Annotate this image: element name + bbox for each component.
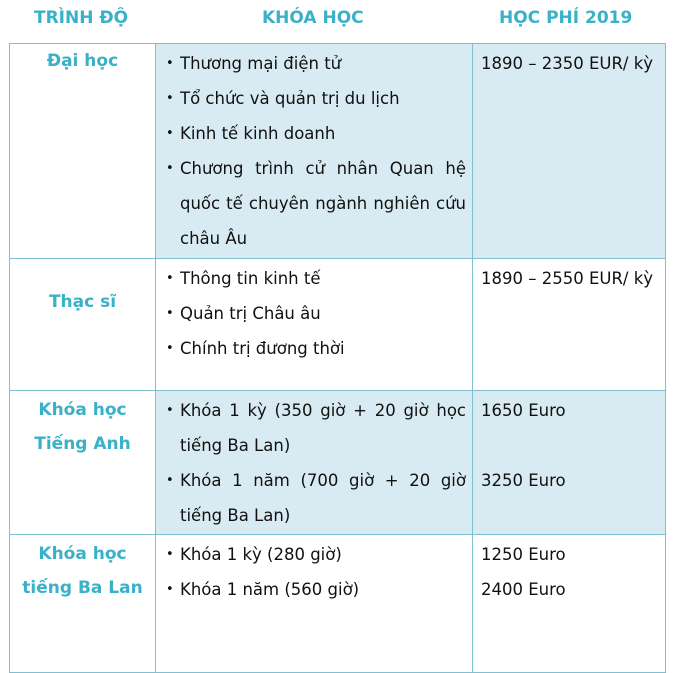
level-label: Khóa học bbox=[38, 400, 127, 420]
course-item: • Khóa 1 kỳ (280 giờ) bbox=[164, 537, 466, 572]
course-list bbox=[156, 44, 472, 256]
level-cell bbox=[10, 535, 156, 673]
course-item: • Thương mại điện tử bbox=[164, 46, 466, 81]
course-item: • Quản trị Châu âu bbox=[164, 296, 466, 331]
course-cell bbox=[156, 391, 473, 535]
course-list bbox=[156, 535, 472, 607]
fee-value: 3250 Euro bbox=[481, 471, 566, 490]
course-item: • Kinh tế kinh doanh bbox=[164, 116, 466, 151]
fee-value: 1890 – 2550 EUR/ kỳ bbox=[481, 269, 654, 288]
level-label: Khóa học bbox=[38, 544, 127, 564]
fee-value: 2400 Euro bbox=[481, 580, 566, 599]
header-course: KHÓA HỌC bbox=[262, 8, 364, 28]
table-row bbox=[10, 44, 666, 259]
table-row bbox=[10, 259, 666, 391]
course-cell bbox=[156, 535, 473, 673]
level-cell bbox=[10, 44, 156, 259]
course-cell bbox=[156, 259, 473, 391]
level-label: Đại học bbox=[46, 51, 119, 71]
table-row bbox=[10, 391, 666, 535]
course-item: • Khóa 1 năm (560 giờ) bbox=[164, 572, 466, 607]
course-item: • Chương trình cử nhân Quan hệ quốc tế chuyên ngành nghiên cứu châu Âu bbox=[164, 151, 466, 256]
level-label: Tiếng Anh bbox=[34, 434, 131, 454]
fee-value: 1650 Euro bbox=[481, 401, 566, 420]
fee-cell bbox=[473, 391, 666, 535]
course-cell bbox=[156, 44, 473, 259]
course-item: • Tổ chức và quản trị du lịch bbox=[164, 81, 466, 116]
fee-cell bbox=[473, 44, 666, 259]
fee-cell bbox=[473, 535, 666, 673]
level-cell bbox=[10, 259, 156, 391]
fee-value: 1250 Euro bbox=[481, 545, 566, 564]
course-list bbox=[156, 391, 472, 533]
fee-value: 1890 – 2350 EUR/ kỳ bbox=[481, 54, 654, 73]
header-level: TRÌNH ĐỘ bbox=[34, 8, 129, 28]
fee-spacer bbox=[481, 428, 659, 463]
course-item: • Khóa 1 kỳ (350 giờ + 20 giờ học tiếng Ba Lan) bbox=[164, 393, 466, 463]
tuition-table bbox=[9, 43, 666, 673]
level-label: Thạc sĩ bbox=[48, 292, 117, 312]
table-row bbox=[10, 535, 666, 673]
course-item: • Khóa 1 năm (700 giờ + 20 giờ tiếng Ba Lan) bbox=[164, 463, 466, 533]
header-fee: HỌC PHÍ 2019 bbox=[499, 8, 633, 28]
fee-cell bbox=[473, 259, 666, 391]
level-cell bbox=[10, 391, 156, 535]
course-item: • Chính trị đương thời bbox=[164, 331, 466, 366]
level-label: tiếng Ba Lan bbox=[22, 578, 143, 598]
course-list bbox=[156, 259, 472, 366]
course-item: • Thông tin kinh tế bbox=[164, 261, 466, 296]
